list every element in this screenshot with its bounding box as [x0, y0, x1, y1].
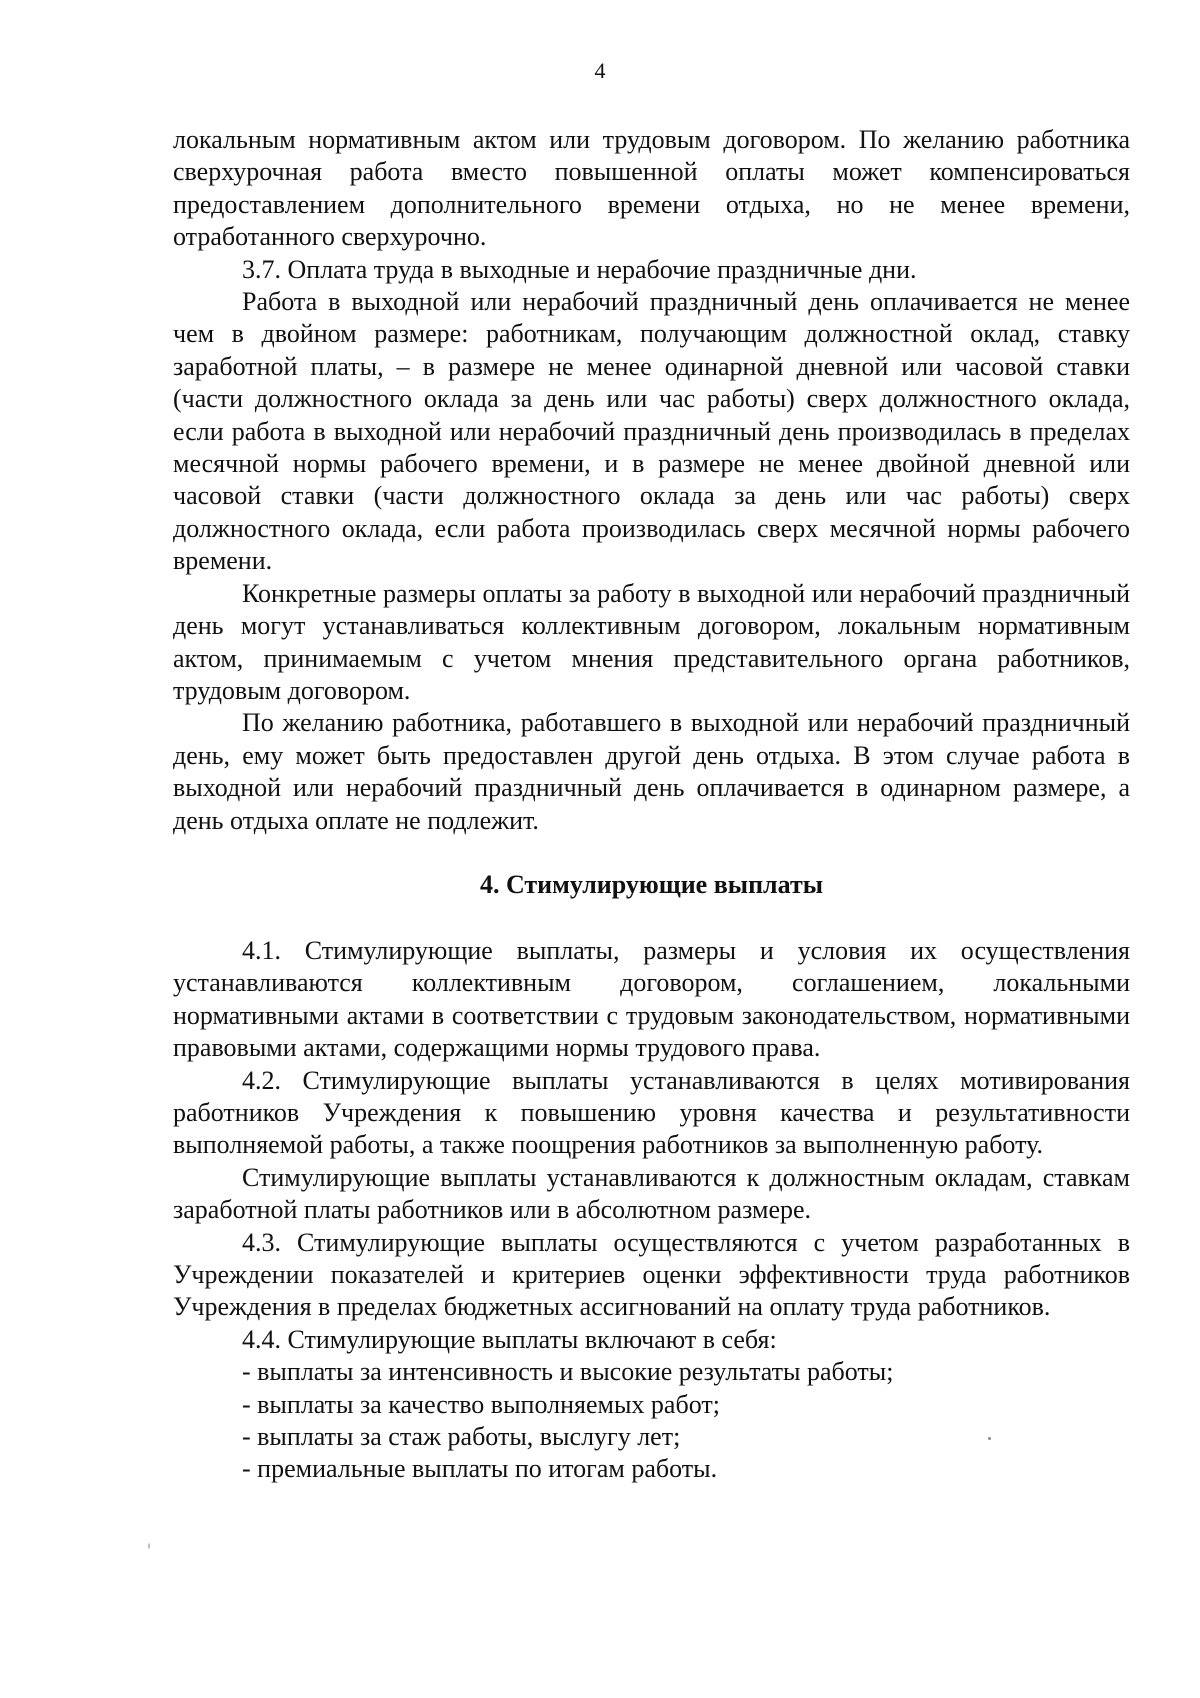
paragraph: По желанию работника, работавшего в выходной или нерабочий праздничный день, ему может быть предоставлен другой день отдыха. В этом случае работа в выходной или нерабочий праздничный день оплачивается в одинарном размере, а день отдыха оплате не подлежит.	[173, 708, 1130, 835]
paragraph: 3.7. Оплата труда в выходные и нерабочие праздничные дни.	[242, 254, 917, 284]
paragraph: Конкретные размеры оплаты за работу в выходной или нерабочий праздничный день могут устанавливаться коллективным договором, локальным нормативным актом, принимаемым с учетом мнения представительного органа работников, трудовым договором.	[173, 578, 1130, 705]
paragraph: 4.4. Стимулирующие выплаты включают в себя:	[242, 1324, 777, 1354]
document-body	[173, 124, 1130, 1486]
list-item: - премиальные выплаты по итогам работы.	[242, 1454, 718, 1484]
paragraph: локальным нормативным актом или трудовым договором. По желанию работника сверхурочная работа вместо повышенной оплаты может компенсироваться предоставлением дополнительного времени отдыха, но не менее времени, отработанного сверхурочно.	[173, 125, 1130, 252]
list-item: - выплаты за стаж работы, выслугу лет;	[242, 1422, 681, 1452]
scan-speck	[148, 1543, 150, 1549]
paragraph: 4.3. Стимулирующие выплаты осуществляются с учетом разработанных в Учреждении показателей и критериев оценки эффективности труда работников Учреждения в пределах бюджетных ассигнований на оплату труда работников.	[173, 1227, 1130, 1322]
scan-speck	[988, 1437, 991, 1440]
page-number: 4	[594, 58, 606, 83]
list-item: - выплаты за интенсивность и высокие результаты работы;	[242, 1357, 894, 1387]
payments-list	[173, 1356, 1130, 1486]
section-paragraphs	[173, 935, 1130, 1356]
list-item: - выплаты за качество выполняемых работ;	[242, 1389, 720, 1419]
section-heading: 4. Стимулирующие выплаты	[479, 869, 824, 899]
paragraph: Работа в выходной или нерабочий праздничный день оплачивается не менее чем в двойном размере: работникам, получающим должностной оклад, ставку заработной платы, – в размере не менее одинарной дневной или часовой ставки (части должностного оклада за день или час работы) сверх должностного оклада, если работа в выходной или нерабочий праздничный день производилась в пределах месячной нормы рабочего времени, и в размере не менее двойной дневной или часовой ставки (части должностного оклада за день или час работы) сверх должностного оклада, если работа производилась сверх месячной нормы рабочего времени.	[173, 287, 1130, 576]
paragraph: Стимулирующие выплаты устанавливаются к должностным окладам, ставкам заработной платы работников или в абсолютном размере.	[173, 1162, 1130, 1225]
paragraphs-before-section	[173, 124, 1130, 837]
paragraph: 4.1. Стимулирующие выплаты, размеры и условия их осуществления устанавливаются коллективным договором, соглашением, локальными нормативными актами в соответствии с трудовым законодательством, нормативными правовыми актами, содержащими нормы трудового права.	[173, 935, 1130, 1063]
paragraph: 4.2. Стимулирующие выплаты устанавливаются в целях мотивирования работников Учреждения к повышению уровня качества и результативности выполняемой работы, а также поощрения работников за выполненную работу.	[173, 1065, 1130, 1160]
